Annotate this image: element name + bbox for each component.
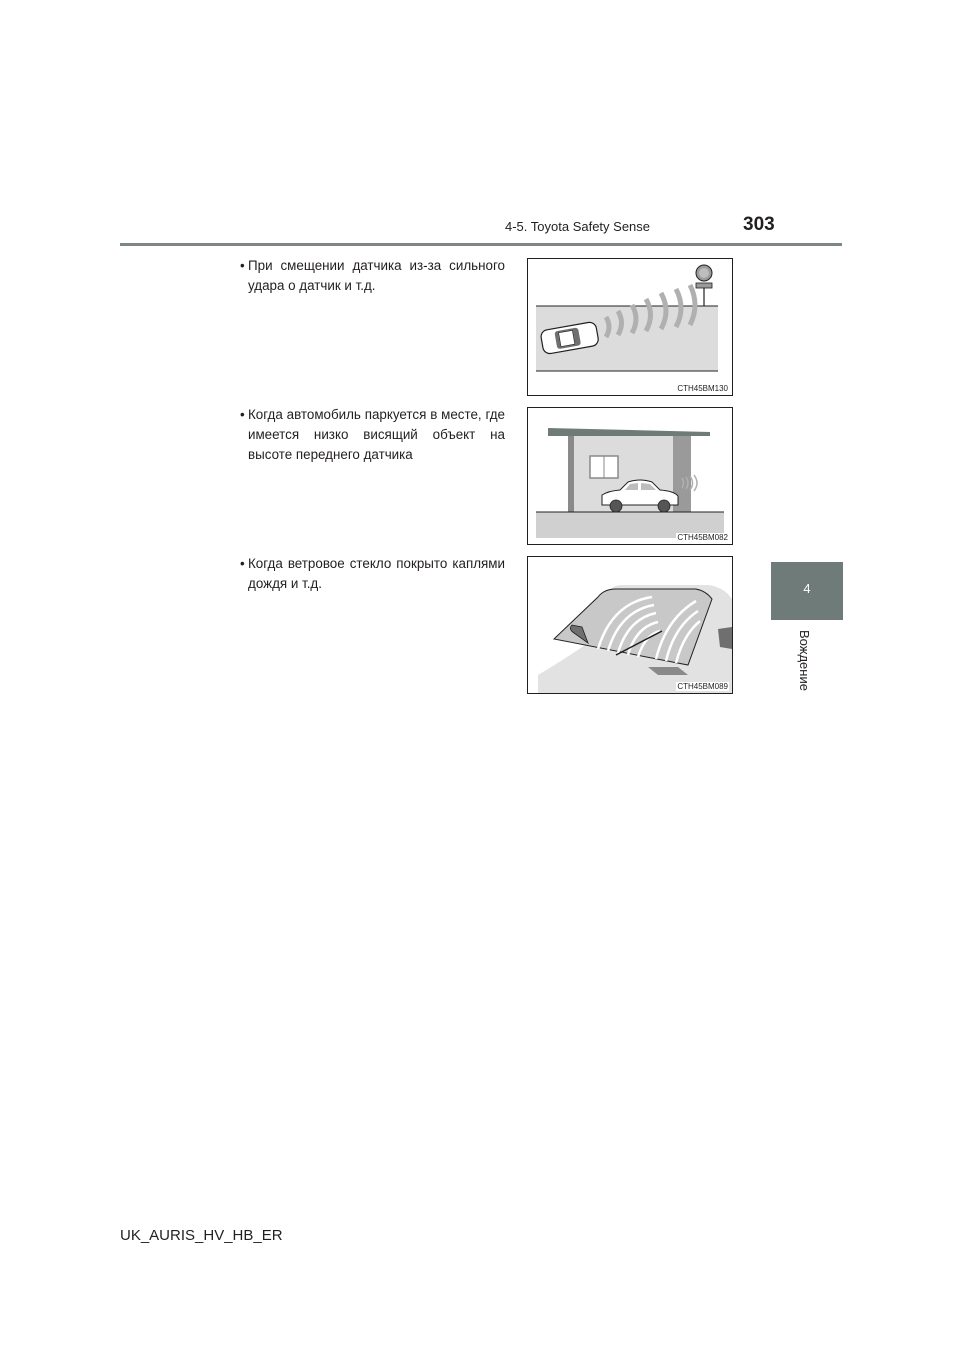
figure-low-object <box>527 407 733 545</box>
chapter-tab <box>771 562 843 620</box>
list-item <box>228 256 505 296</box>
page-number: 303 <box>743 214 775 235</box>
figure-sensor-shift <box>527 258 733 396</box>
bullet: • <box>240 258 245 273</box>
car-sensor-waves-sign-icon <box>528 259 732 395</box>
car-under-low-roof-icon <box>528 408 732 544</box>
list-item <box>228 554 505 594</box>
list-item-text: Когда автомобиль паркуется в месте, где имеется низко висящий объект на высоте переднего датчика <box>248 407 505 462</box>
figure-code: CTH45BM082 <box>677 533 728 542</box>
list-item-text: Когда ветровое стекло покрыто каплями дождя и т.д. <box>248 556 505 591</box>
figure-code: CTH45BM130 <box>677 384 728 393</box>
chapter-number: 4 <box>803 581 811 596</box>
footer-doc-id: UK_AURIS_HV_HB_ER <box>120 1227 283 1244</box>
list-item <box>228 405 505 465</box>
bullet: • <box>240 407 245 422</box>
figure-code: CTH45BM089 <box>677 682 728 691</box>
figure-raindrops <box>527 556 733 694</box>
bullet: • <box>240 556 245 571</box>
windshield-raindrops-icon <box>528 557 732 693</box>
list-item-text: При смещении датчика из-за сильного удара о датчик и т.д. <box>248 258 505 293</box>
chapter-title: Вождение <box>797 630 812 691</box>
section-title: 4-5. Toyota Safety Sense <box>505 219 651 234</box>
header-divider <box>120 243 842 246</box>
